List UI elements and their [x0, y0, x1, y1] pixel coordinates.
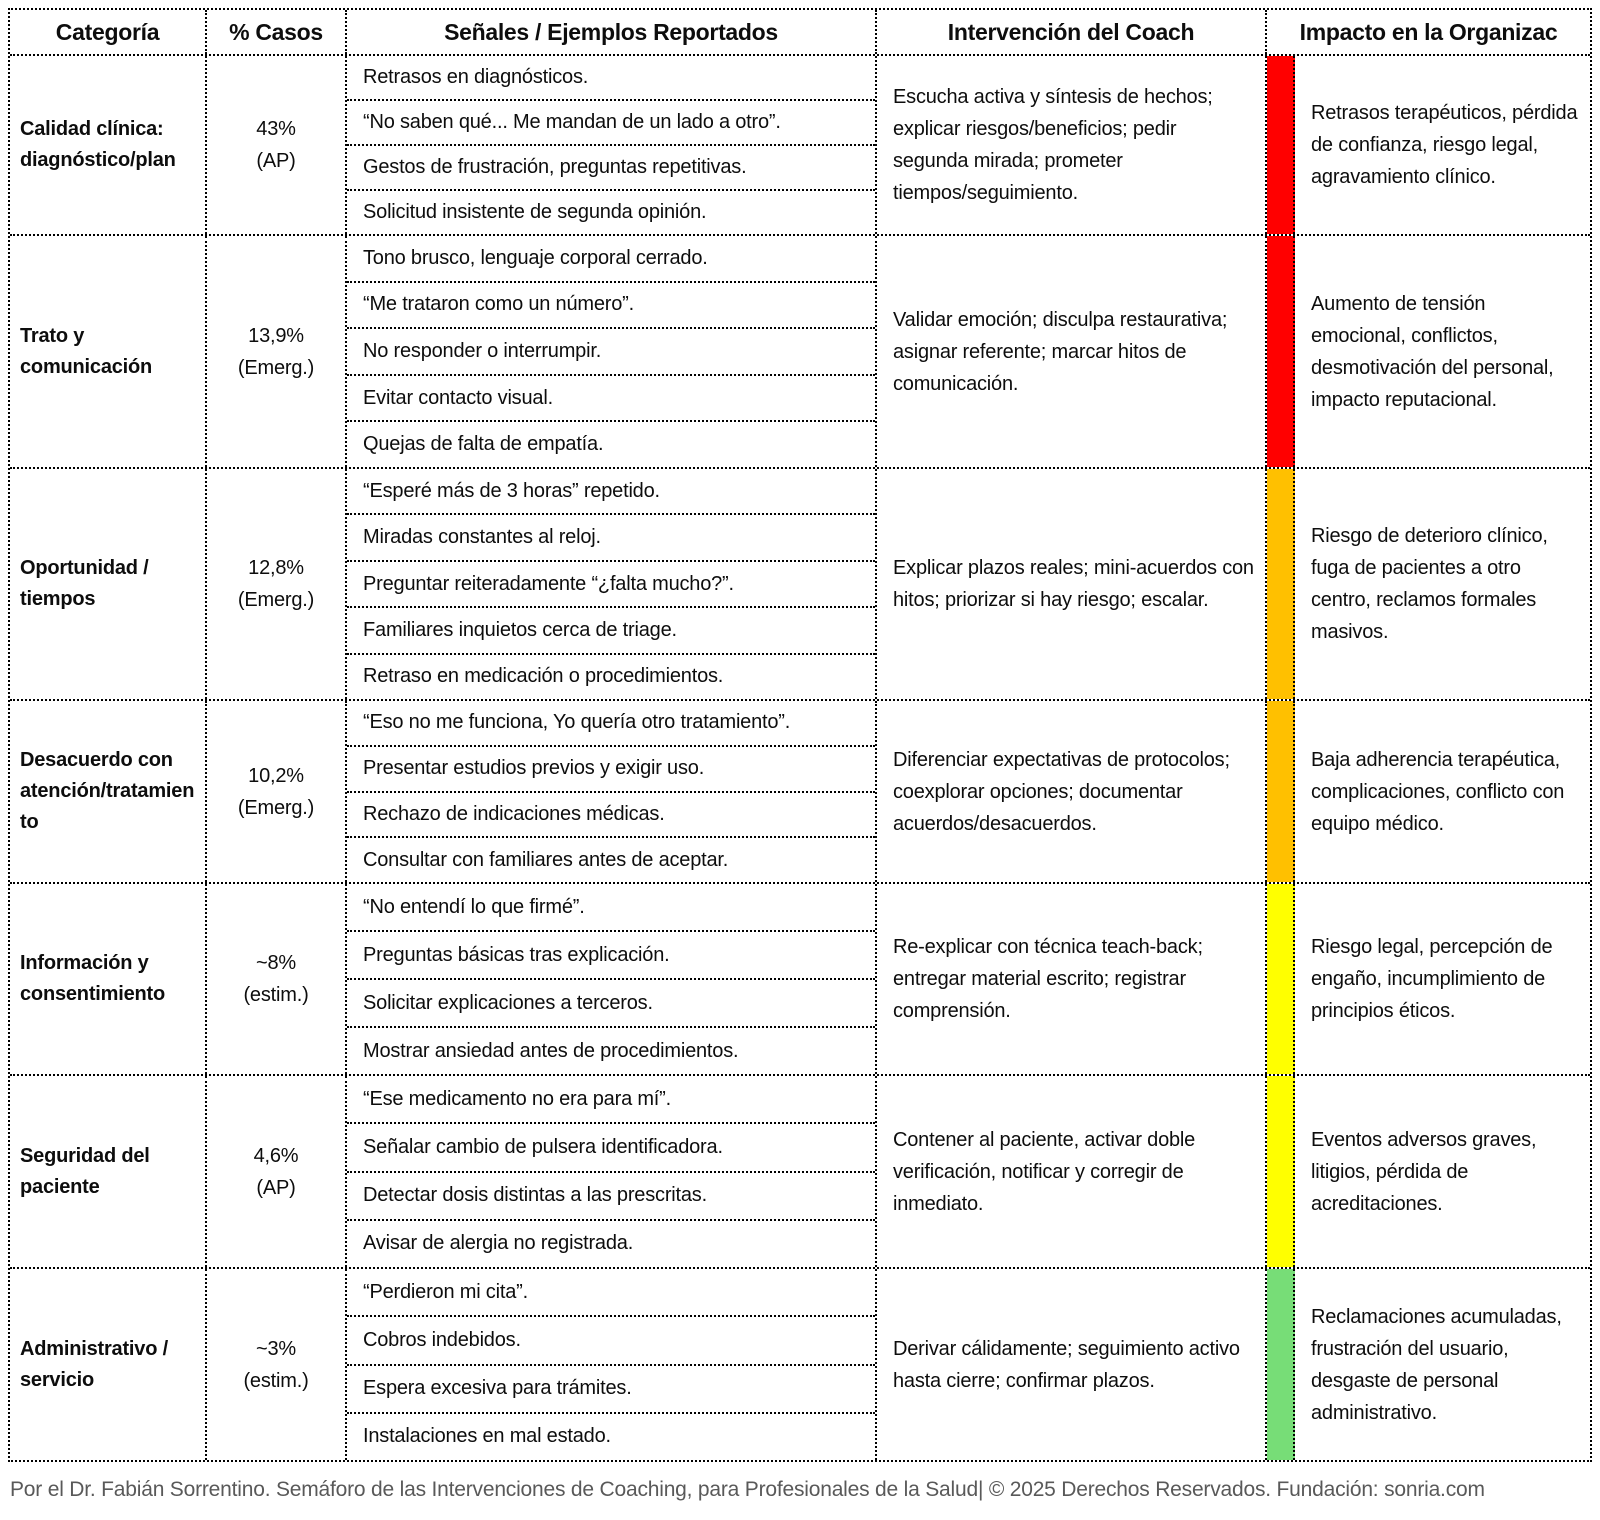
signal-item: Tono brusco, lenguaje corporal cerrado.: [363, 246, 708, 269]
pct-cell: [207, 469, 347, 699]
impact-cell: Retrasos terapéuticos, pérdida de confianza, riesgo legal, agravamiento clínico.: [1311, 102, 1578, 188]
signal-item: Solicitar explicaciones a terceros.: [347, 978, 875, 1026]
signal-item: Retrasos en diagnósticos.: [363, 66, 589, 88]
intervention-cell: Derivar cálidamente; seguimiento activo hasta cierre; confirmar plazos.: [877, 1269, 1267, 1460]
signal-item: Evitar contacto visual.: [347, 374, 875, 421]
signal-item: “Eso no me funciona, Yo quería otro tratamiento”.: [363, 711, 791, 734]
signal-item: “Me trataron como un número”.: [347, 281, 875, 328]
page: [8, 8, 1592, 1502]
pct-note: (estim.): [243, 1369, 309, 1392]
signal-item: Detectar dosis distintas a las prescritas.: [347, 1171, 875, 1219]
table-header-row: [10, 10, 1590, 54]
category-row: [10, 54, 1590, 234]
pct-value: ~8%: [256, 952, 296, 974]
signal-item: Presentar estudios previos y exigir uso.: [347, 745, 875, 791]
pct-note: (AP): [256, 150, 296, 172]
category-row: [10, 882, 1590, 1074]
pct-value: ~3%: [256, 1337, 296, 1360]
impact-cell: Reclamaciones acumuladas, frustración del usuario, desgaste de personal administrativo.: [1311, 1305, 1562, 1424]
status-color-bar: [1267, 1076, 1295, 1267]
status-color-bar: [1267, 469, 1295, 699]
pct-cell: [207, 56, 347, 234]
signal-item: Cobros indebidos.: [347, 1315, 875, 1363]
pct-note: (Emerg.): [237, 796, 315, 819]
signal-item: Instalaciones en mal estado.: [347, 1412, 875, 1460]
signal-item: “Ese medicamento no era para mí”.: [363, 1087, 671, 1110]
signal-item: “Perdieron mi cita”.: [363, 1280, 528, 1303]
category-cell: Información y consentimiento: [10, 884, 207, 1074]
pct-note: (estim.): [243, 984, 309, 1006]
pct-cell: [207, 236, 347, 467]
col-header-intervencion: Intervención del Coach: [877, 10, 1267, 54]
signal-item: Familiares inquietos cerca de triage.: [347, 606, 875, 652]
intervention-cell: Contener al paciente, activar doble verificación, notificar y corregir de inmediato.: [877, 1076, 1267, 1267]
signal-item: Rechazo de indicaciones médicas.: [347, 791, 875, 837]
signal-item: Señalar cambio de pulsera identificadora.: [347, 1122, 875, 1170]
signals-cell: [347, 701, 877, 882]
category-cell: Trato y comunicación: [10, 236, 207, 467]
category-row: [10, 234, 1590, 467]
category-row: [10, 467, 1590, 699]
category-row: [10, 699, 1590, 882]
impact-cell: Aumento de tensión emocional, conflictos, desmotivación del personal, impacto reputacional.: [1311, 292, 1554, 411]
signal-item: Preguntar reiteradamente “¿falta mucho?”.: [347, 560, 875, 606]
pct-cell: [207, 1269, 347, 1460]
signals-cell: [347, 884, 877, 1074]
status-color-bar: [1267, 236, 1295, 467]
impact-cell: Eventos adversos graves, litigios, pérdida de acreditaciones.: [1311, 1128, 1537, 1215]
impact-cell: Riesgo legal, percepción de engaño, incumplimiento de principios éticos.: [1311, 936, 1553, 1022]
pct-value: 4,6%: [253, 1144, 299, 1167]
signal-item: Gestos de frustración, preguntas repetitivas.: [347, 144, 875, 189]
pct-note: (AP): [256, 1176, 296, 1199]
pct-value: 43%: [256, 118, 296, 140]
signal-item: “No saben qué... Me mandan de un lado a otro”.: [347, 99, 875, 144]
signal-item: Espera excesiva para trámites.: [347, 1364, 875, 1412]
intervention-cell: Escucha activa y síntesis de hechos; explicar riesgos/beneficios; pedir segunda mirada; prometer tiempos/seguimiento.: [877, 56, 1267, 234]
status-color-bar: [1267, 56, 1295, 234]
signal-item: “No entendí lo que firmé”.: [363, 895, 585, 918]
category-cell: Desacuerdo con atención/tratamiento: [10, 701, 207, 882]
category-cell: Seguridad del paciente: [10, 1076, 207, 1267]
status-color-bar: [1267, 1269, 1295, 1460]
signal-item: Preguntas básicas tras explicación.: [347, 930, 875, 978]
signals-cell: [347, 236, 877, 467]
signal-item: Consultar con familiares antes de aceptar.: [347, 836, 875, 882]
signals-cell: [347, 56, 877, 234]
signal-item: Avisar de alergia no registrada.: [347, 1219, 875, 1267]
pct-value: 10,2%: [248, 764, 304, 787]
intervention-cell: Validar emoción; disculpa restaurativa; asignar referente; marcar hitos de comunicación.: [877, 236, 1267, 467]
pct-cell: [207, 1076, 347, 1267]
col-header-senales: Señales / Ejemplos Reportados: [347, 10, 877, 54]
signal-item: Quejas de falta de empatía.: [347, 420, 875, 467]
col-header-impacto: Impacto en la Organizac: [1299, 18, 1558, 45]
signal-item: Retraso en medicación o procedimientos.: [347, 653, 875, 699]
category-row: [10, 1074, 1590, 1267]
col-header-casos: % Casos: [207, 10, 347, 54]
signal-item: Mostrar ansiedad antes de procedimientos.: [347, 1026, 875, 1074]
signals-cell: [347, 1076, 877, 1267]
status-color-bar: [1267, 884, 1295, 1074]
status-color-bar: [1267, 701, 1295, 882]
signal-item: Miradas constantes al reloj.: [347, 513, 875, 559]
intervention-cell: Explicar plazos reales; mini-acuerdos con hitos; priorizar si hay riesgo; escalar.: [877, 469, 1267, 699]
intervention-cell: Re-explicar con técnica teach-back; entregar material escrito; registrar comprensión.: [877, 884, 1267, 1074]
credit-footer: Por el Dr. Fabián Sorrentino. Semáforo de las Intervenciones de Coaching, para Profesionales de la Salud| © 2025 Derechos Reservados. Fundación: sonria.com: [10, 1478, 1485, 1501]
signals-cell: [347, 469, 877, 699]
pct-value: 13,9%: [248, 324, 304, 347]
category-cell: Calidad clínica: diagnóstico/plan: [10, 56, 207, 234]
intervention-cell: Diferenciar expectativas de protocolos; coexplorar opciones; documentar acuerdos/desacuerdos.: [877, 701, 1267, 882]
category-row: [10, 1267, 1590, 1460]
pct-cell: [207, 701, 347, 882]
impact-cell: Baja adherencia terapéutica, complicaciones, conflicto con equipo médico.: [1311, 748, 1565, 835]
impact-cell: Riesgo de deterioro clínico, fuga de pacientes a otro centro, reclamos formales masivos.: [1311, 525, 1548, 643]
pct-cell: [207, 884, 347, 1074]
semaforo-table: [8, 8, 1592, 1462]
category-cell: Oportunidad / tiempos: [10, 469, 207, 699]
signal-item: Solicitud insistente de segunda opinión.: [347, 189, 875, 234]
signals-cell: [347, 1269, 877, 1460]
signal-item: No responder o interrumpir.: [347, 327, 875, 374]
pct-value: 12,8%: [248, 557, 304, 579]
category-cell: Administrativo / servicio: [10, 1269, 207, 1460]
pct-note: (Emerg.): [237, 589, 315, 611]
signal-item: “Esperé más de 3 horas” repetido.: [363, 479, 660, 502]
col-header-categoria: Categoría: [10, 10, 207, 54]
pct-note: (Emerg.): [237, 356, 315, 379]
